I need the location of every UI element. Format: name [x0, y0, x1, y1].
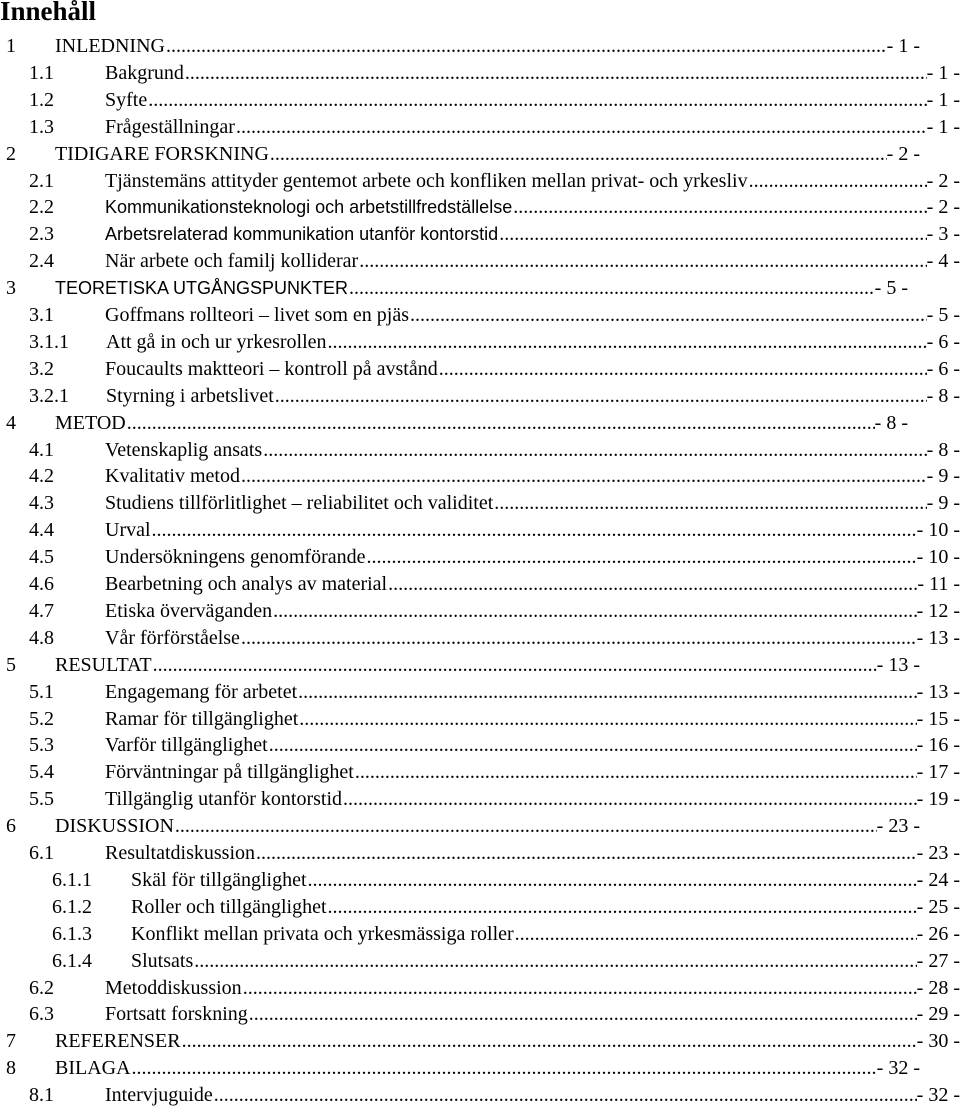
toc-entry-title: Metoddiskussion — [105, 975, 243, 1002]
toc-leader-dots — [243, 975, 917, 1002]
toc-leader-dots — [410, 302, 927, 329]
toc-entry-title: Konflikt mellan privata och yrkesmässiga roller — [131, 921, 515, 948]
toc-entry-title: Vår förförståelse — [105, 625, 241, 652]
toc-leader-dots — [513, 194, 926, 221]
toc-entry-page: - 15 - — [917, 706, 960, 733]
toc-entry-title: Varför tillgänglighet — [105, 732, 269, 759]
toc-leader-dots — [273, 598, 917, 625]
toc-entry-title: Bearbetning och analys av material — [105, 571, 388, 598]
toc-leader-dots — [236, 114, 927, 141]
toc-leader-dots — [148, 87, 926, 114]
toc-entry-number: 2.3 — [29, 223, 54, 246]
toc-entry-number: 4.1 — [29, 438, 54, 461]
toc-entry-page: - 17 - — [917, 759, 960, 786]
toc-entry[interactable] — [0, 652, 920, 679]
toc-entry-title: Ramar för tillgänglighet — [105, 706, 299, 733]
toc-leader-dots — [152, 517, 917, 544]
toc-leader-dots — [132, 1055, 877, 1082]
toc-leader-dots — [194, 948, 916, 975]
toc-entry-number: 3.1.1 — [29, 330, 69, 353]
toc-entry[interactable] — [0, 383, 960, 410]
toc-entry-number: 1.3 — [29, 115, 54, 138]
toc-entry[interactable] — [0, 517, 960, 544]
toc-entry-page: - 32 - — [877, 1055, 920, 1082]
toc-entry-page: - 6 - — [927, 329, 960, 356]
toc-leader-dots — [182, 1028, 917, 1055]
toc-leader-dots — [175, 813, 877, 840]
toc-entry[interactable] — [0, 33, 920, 60]
toc-entry[interactable] — [0, 786, 960, 813]
toc-entry[interactable] — [0, 813, 920, 840]
toc-entry-page: - 29 - — [917, 1001, 960, 1028]
toc-entry-number: 4.8 — [29, 626, 54, 649]
toc-entry[interactable] — [0, 625, 960, 652]
toc-leader-dots — [343, 786, 917, 813]
toc-leader-dots — [256, 840, 917, 867]
toc-leader-dots — [127, 410, 875, 437]
toc-entry-title: Skäl för tillgänglighet — [131, 867, 308, 894]
toc-entry-page: - 8 - — [927, 383, 960, 410]
toc-leader-dots — [494, 490, 926, 517]
toc-entry[interactable] — [0, 302, 960, 329]
toc-entry-title: Engagemang för arbetet — [105, 679, 298, 706]
toc-entry-page: - 8 - — [927, 437, 960, 464]
toc-leader-dots — [270, 141, 887, 168]
toc-entry-title: METOD — [55, 410, 127, 437]
toc-entry-page: - 16 - — [917, 732, 960, 759]
page-title: Innehåll — [0, 0, 97, 26]
toc-entry-number: 2.1 — [29, 169, 54, 192]
toc-entry[interactable] — [0, 463, 960, 490]
toc-entry[interactable] — [0, 60, 960, 87]
toc-entry-page: - 23 - — [917, 840, 960, 867]
toc-entry[interactable] — [0, 329, 960, 356]
toc-entry-number: 4.5 — [29, 546, 54, 569]
toc-entry[interactable] — [0, 1082, 960, 1109]
toc-entry-number: 6.1 — [29, 842, 54, 864]
toc-entry[interactable] — [0, 87, 960, 114]
toc-entry[interactable] — [0, 867, 960, 894]
toc-entry-page: - 32 - — [917, 1082, 960, 1109]
toc-entry-page: - 28 - — [917, 975, 960, 1002]
toc-entry-title: Foucaults maktteori – kontroll på avstånd — [105, 356, 439, 383]
toc-entry-title: Urval — [105, 517, 152, 544]
toc-entry-page: - 24 - — [917, 867, 960, 894]
toc-entry-title: DISKUSSION — [55, 813, 175, 840]
toc-entry-number: 4.6 — [29, 573, 54, 595]
toc-entry-title: REFERENSER — [55, 1028, 182, 1055]
toc-entry[interactable] — [0, 894, 960, 921]
toc-entry-title: Studiens tillförlitlighet – reliabilitet och validitet — [105, 490, 494, 517]
toc-leader-dots — [185, 60, 927, 87]
toc-entry-number: 1.2 — [29, 88, 54, 111]
toc-entry-number: 6.1.1 — [52, 868, 92, 891]
toc-entry-page: - 12 - — [917, 598, 960, 625]
toc-entry-page: - 1 - — [887, 33, 920, 60]
toc-entry-number: 3 — [6, 277, 16, 300]
toc-entry-page: - 26 - — [917, 921, 960, 948]
toc-entry-page: - 5 - — [875, 275, 908, 302]
toc-leader-dots — [249, 1001, 917, 1028]
toc-leader-dots — [166, 33, 887, 60]
toc-entry-number: 2 — [6, 142, 16, 165]
toc-leader-dots — [515, 921, 917, 948]
toc-entry[interactable] — [0, 1055, 920, 1082]
toc-entry-title: Vetenskaplig ansats — [105, 437, 263, 464]
toc-leader-dots — [388, 571, 917, 598]
toc-entry[interactable] — [0, 356, 960, 383]
toc-entry[interactable] — [0, 840, 960, 867]
toc-entry-title: Goffmans rollteori – livet som en pjäs — [105, 302, 410, 329]
toc-entry-number: 6.1.2 — [52, 895, 92, 918]
toc-entry[interactable] — [0, 141, 920, 168]
toc-entry[interactable] — [0, 114, 960, 141]
toc-entry-number: 8.1 — [29, 1084, 54, 1107]
toc-entry-title: Slutsats — [131, 948, 194, 975]
toc-entry-page: - 25 - — [917, 894, 960, 921]
toc-entry-number: 5.1 — [29, 680, 54, 703]
toc-entry-title: RESULTAT — [55, 652, 153, 679]
toc-entry-page: - 4 - — [927, 248, 960, 275]
toc-entry-page: - 13 - — [917, 625, 960, 652]
toc-entry-page: - 30 - — [917, 1028, 960, 1055]
toc-entry-page: - 3 - — [927, 221, 960, 248]
toc-leader-dots — [499, 221, 926, 248]
toc-leader-dots — [269, 732, 917, 759]
toc-entry-number: 5.3 — [29, 734, 54, 757]
toc-entry-page: - 6 - — [927, 356, 960, 383]
toc-entry-number: 3.2.1 — [29, 384, 69, 407]
toc-entry-title: Arbetsrelaterad kommunikation utanför kontorstid — [105, 221, 499, 248]
toc-entry-title: Fortsatt forskning — [105, 1001, 249, 1028]
toc-entry-page: - 2 - — [927, 168, 960, 195]
toc-entry[interactable] — [0, 1028, 960, 1055]
toc-entry[interactable] — [0, 221, 960, 248]
toc-entry-number: 6 — [6, 815, 16, 838]
toc-entry-page: - 13 - — [917, 679, 960, 706]
toc-entry-number: 1 — [6, 35, 16, 57]
toc-entry-page: - 2 - — [887, 141, 920, 168]
toc-entry-title: Kommunikationsteknologi och arbetstillfredställelse — [105, 194, 513, 221]
toc-entry-page: - 10 - — [917, 517, 960, 544]
toc-entry[interactable] — [0, 168, 960, 195]
toc-leader-dots — [439, 356, 927, 383]
toc-entry-title: Tjänstemäns attityder gentemot arbete och konfliken mellan privat- och yrkesliv — [105, 168, 749, 195]
toc-entry-page: - 8 - — [875, 410, 908, 437]
toc-entry[interactable] — [0, 732, 960, 759]
toc-entry[interactable] — [0, 544, 960, 571]
toc-entry[interactable] — [0, 410, 908, 437]
toc-entry-page: - 19 - — [917, 786, 960, 813]
toc-entry-title: Att gå in och ur yrkesrollen — [106, 329, 328, 356]
toc-entry-number: 2.2 — [29, 196, 54, 219]
toc-entry[interactable] — [0, 490, 960, 517]
toc-entry-page: - 1 - — [927, 87, 960, 114]
toc-leader-dots — [241, 463, 927, 490]
toc-leader-dots — [359, 248, 926, 275]
toc-entry-number: 4.4 — [29, 519, 54, 542]
toc-entry-title: Roller och tillgänglighet — [131, 894, 328, 921]
toc-entry-number: 6.1.3 — [52, 922, 92, 945]
toc-entry[interactable] — [0, 571, 960, 598]
toc-entry-page: - 11 - — [917, 571, 960, 598]
toc-entry-title: Bakgrund — [105, 60, 185, 87]
toc-entry-title: Kvalitativ metod — [105, 463, 241, 490]
toc-entry-title: Tillgänglig utanför kontorstid — [105, 786, 343, 813]
toc-entry-number: 3.2 — [29, 357, 54, 380]
toc-leader-dots — [328, 329, 927, 356]
toc-entry-page: - 1 - — [927, 114, 960, 141]
toc-entry-page: - 23 - — [877, 813, 920, 840]
toc-entry-number: 3.1 — [29, 304, 54, 326]
toc-entry-title: TIDIGARE FORSKNING — [55, 141, 270, 168]
toc-leader-dots — [749, 168, 927, 195]
toc-entry[interactable] — [0, 598, 960, 625]
toc-leader-dots — [298, 679, 917, 706]
toc-leader-dots — [275, 383, 927, 410]
toc-entry-page: - 10 - — [917, 544, 960, 571]
toc-leader-dots — [355, 759, 917, 786]
toc-leader-dots — [153, 652, 877, 679]
toc-entry-number: 5.5 — [29, 788, 54, 811]
toc-entry-page: - 2 - — [927, 194, 960, 221]
toc-entry-number: 8 — [6, 1057, 16, 1080]
toc-entry-number: 1.1 — [29, 61, 54, 84]
toc-entry-title: Undersökningens genomförande — [105, 544, 367, 571]
toc-entry-number: 4.3 — [29, 492, 54, 515]
toc-entry-number: 2.4 — [29, 250, 54, 273]
toc-entry-number: 6.3 — [29, 1003, 54, 1026]
toc-entry[interactable] — [0, 706, 960, 733]
toc-entry[interactable] — [0, 759, 960, 786]
toc-entry-number: 4.7 — [29, 599, 54, 622]
toc-entry-number: 5.4 — [29, 761, 54, 784]
toc-entry-title: Styrning i arbetslivet — [106, 383, 275, 410]
toc-entry-page: - 9 - — [927, 463, 960, 490]
toc-entry-page: - 5 - — [927, 302, 960, 329]
toc-entry[interactable] — [0, 248, 960, 275]
toc-leader-dots — [349, 275, 875, 302]
toc-entry[interactable] — [0, 975, 960, 1002]
toc-entry-title: Frågeställningar — [105, 114, 236, 141]
toc-entry-number: 5 — [6, 653, 16, 676]
toc-entry-title: TEORETISKA UTGÅNGSPUNKTER — [55, 275, 349, 302]
toc-entry-number: 6.2 — [29, 976, 54, 999]
toc-entry-title: INLEDNING — [55, 33, 166, 60]
toc-entry[interactable] — [0, 948, 960, 975]
toc-entry[interactable] — [0, 275, 908, 302]
toc-leader-dots — [328, 894, 917, 921]
toc-entry-page: - 1 - — [927, 60, 960, 87]
toc-entry-page: - 27 - — [917, 948, 960, 975]
toc-entry-number: 4.2 — [29, 465, 54, 488]
toc-leader-dots — [214, 1082, 917, 1109]
toc-entry-number: 6.1.4 — [52, 949, 92, 972]
toc-leader-dots — [367, 544, 917, 571]
toc-entry-title: BILAGA — [55, 1055, 132, 1082]
toc-entry-title: Resultatdiskussion — [105, 840, 256, 867]
toc-entry[interactable] — [0, 194, 960, 221]
toc-leader-dots — [299, 706, 916, 733]
toc-entry-number: 7 — [6, 1030, 16, 1053]
toc-entry-page: - 9 - — [927, 490, 960, 517]
toc-entry-number: 4 — [6, 411, 16, 434]
toc-entry-title: Etiska överväganden — [105, 598, 273, 625]
toc-leader-dots — [308, 867, 917, 894]
toc-entry[interactable] — [0, 437, 960, 464]
toc-leader-dots — [241, 625, 917, 652]
toc-entry-title: När arbete och familj kolliderar — [105, 248, 359, 275]
toc-leader-dots — [263, 437, 926, 464]
toc-entry-page: - 13 - — [877, 652, 920, 679]
toc-entry-title: Intervjuguide — [105, 1082, 214, 1109]
toc-entry[interactable] — [0, 679, 960, 706]
toc-entry[interactable] — [0, 1001, 960, 1028]
toc-entry[interactable] — [0, 921, 960, 948]
toc-entry-title: Syfte — [105, 87, 148, 114]
toc-entry-title: Förväntningar på tillgänglighet — [105, 759, 355, 786]
toc-entry-number: 5.2 — [29, 707, 54, 730]
